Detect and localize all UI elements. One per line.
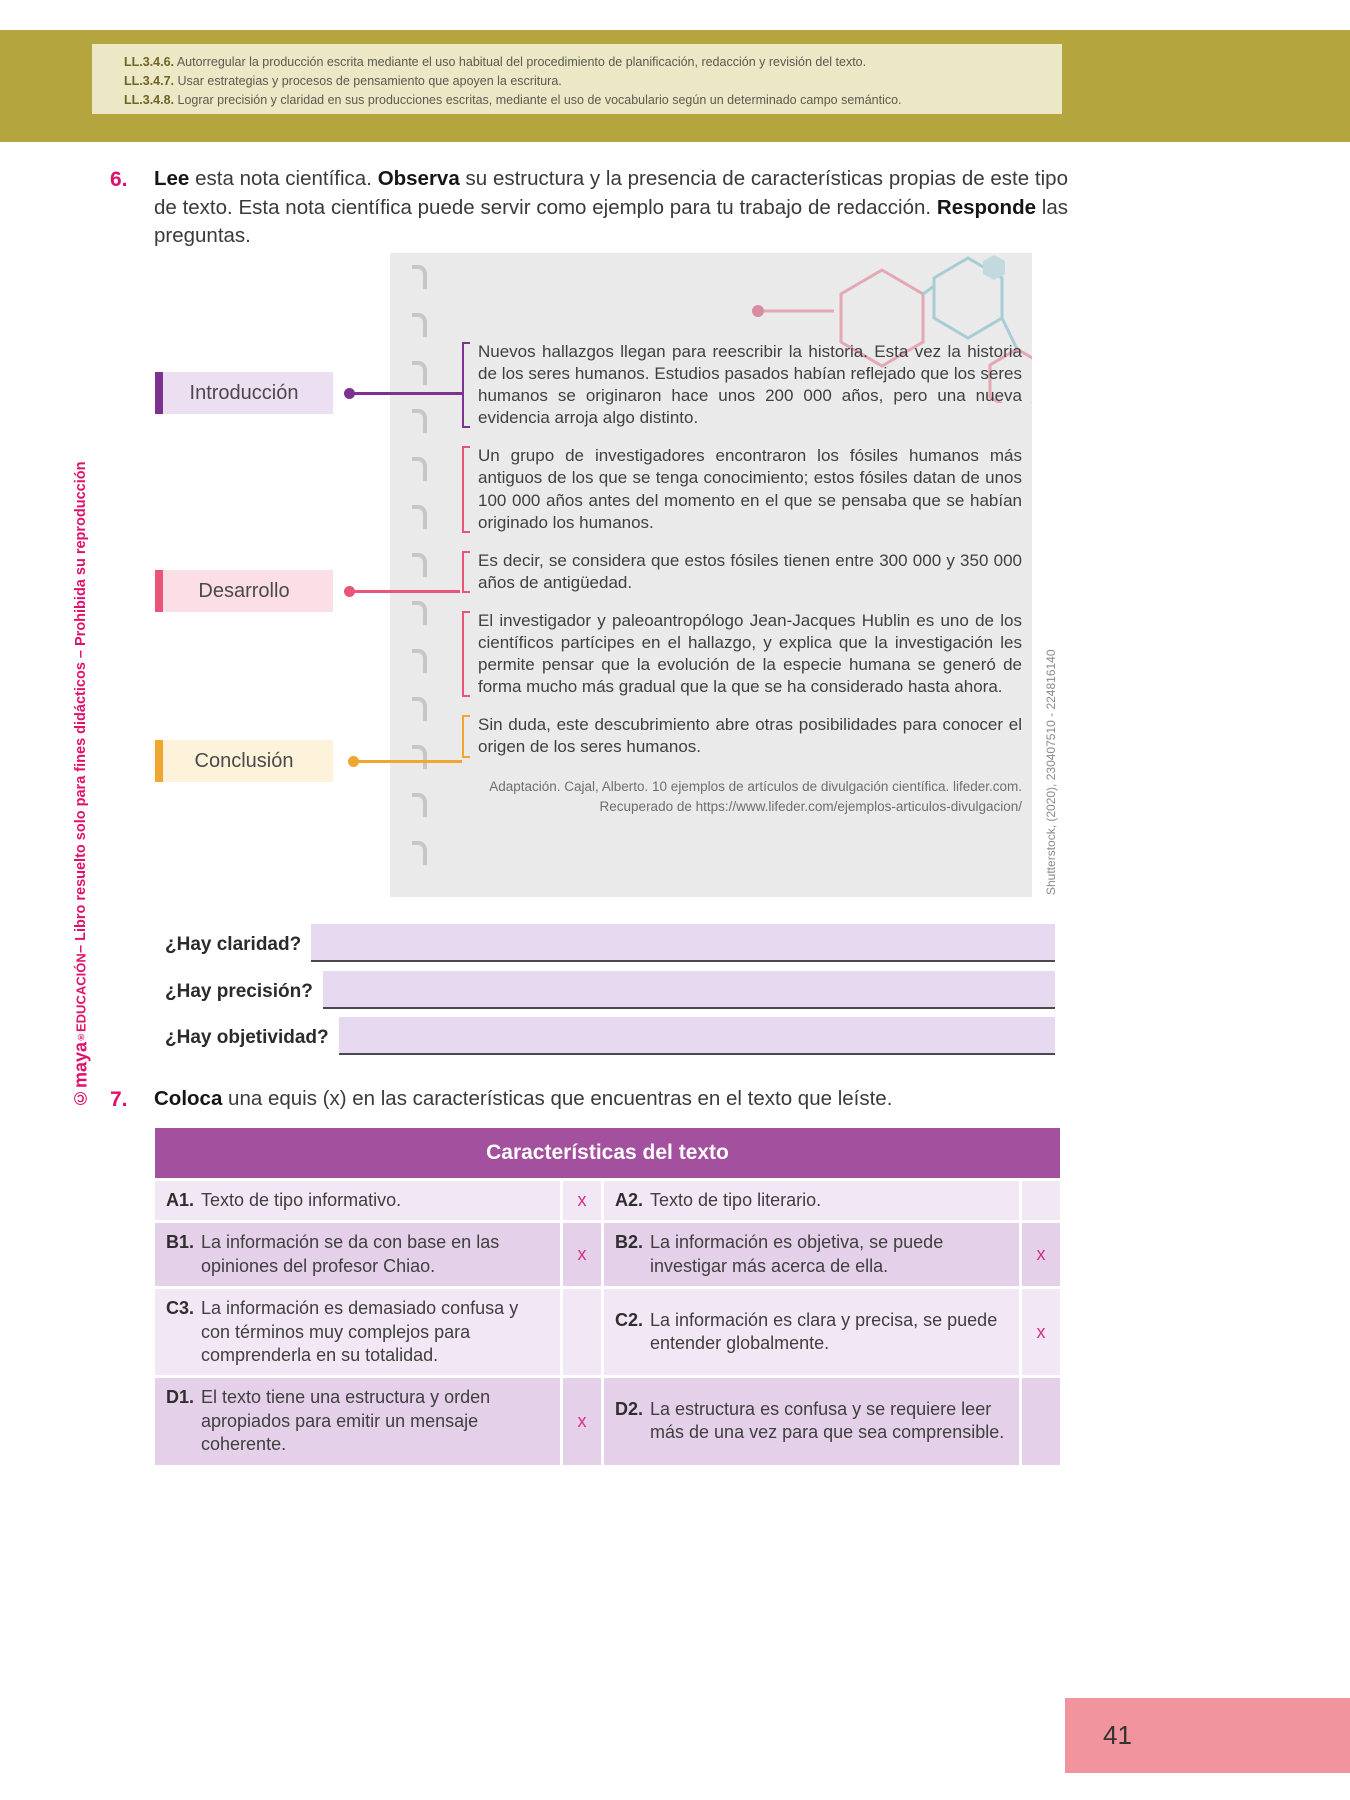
binding-ring-icon <box>412 361 427 385</box>
binding-ring-icon <box>412 505 427 529</box>
note-body <box>462 341 1022 817</box>
binding-ring-icon <box>412 457 427 481</box>
standard-text: Lograr precisión y claridad en sus producciones escritas, mediante el uso de vocabulario según un determinado campo semántico. <box>177 93 902 107</box>
cell-code: D2. <box>615 1399 644 1420</box>
cell-c2 <box>604 1289 1019 1375</box>
question-objetividad <box>165 1015 1055 1055</box>
binding-ring-icon <box>412 841 427 865</box>
cell-code: D1. <box>166 1387 195 1408</box>
question-label: ¿Hay claridad? <box>165 934 302 955</box>
exercise-number: 6. <box>110 168 128 191</box>
publisher-logo: ©maya <box>70 1042 91 1109</box>
objetividad-answer-field[interactable] <box>339 1017 1055 1055</box>
cell-d2 <box>604 1378 1019 1464</box>
cell-text: La información es demasiado confusa y con términos muy complejos para comprenderla en su totalidad. <box>201 1298 519 1365</box>
attribution-line-1: Adaptación. Cajal, Alberto. 10 ejemplos de artículos de divulgación científica. lifeder.com. <box>489 778 1022 794</box>
claridad-answer-field[interactable] <box>311 924 1055 962</box>
standard-line <box>124 72 1048 91</box>
question-label: ¿Hay objetividad? <box>165 1027 329 1048</box>
cell-text: La estructura es confusa y se requiere leer más de una vez para que sea comprensible. <box>650 1399 1005 1443</box>
connector-desarrollo <box>348 590 460 593</box>
development-paragraph-3: El investigador y paleoantropólogo Jean-Jacques Hublin es uno de los científicos partícipes en el hallazgo, y explica que la investigación les permite pensar que la evolución de la especie humana se generó de forma mucho más gradual que la que se ha considerado hasta ahora. <box>462 610 1022 698</box>
publisher-name: EDUCACIÓN <box>73 953 89 1033</box>
table-row <box>155 1181 1060 1220</box>
question-precision <box>165 969 1055 1009</box>
binding-ring-icon <box>412 553 427 577</box>
mark-cell-b2[interactable]: x <box>1022 1223 1060 1286</box>
connector-introduccion <box>348 392 464 395</box>
exercise-6 <box>110 165 1068 251</box>
binding-ring-icon <box>412 409 427 433</box>
binding-ring-icon <box>412 265 427 289</box>
standard-text: Autorregular la producción escrita mediante el uso habitual del procedimiento de planificación, redacción y revisión del texto. <box>176 55 867 69</box>
cell-code: A1. <box>166 1190 195 1210</box>
development-paragraph-2: Es decir, se considera que estos fósiles tienen entre 300 000 y 350 000 años de antigüedad. <box>462 550 1022 594</box>
standards-panel <box>92 44 1062 114</box>
binding-ring-icon <box>412 649 427 673</box>
cell-code: B2. <box>615 1232 644 1253</box>
label-conclusion: Conclusión <box>155 740 333 782</box>
exercise-instructions <box>154 1085 892 1114</box>
mark-cell-c3[interactable] <box>563 1289 601 1375</box>
connector-conclusion <box>352 760 462 763</box>
table-title: Características del texto <box>155 1128 1060 1178</box>
table-row <box>155 1289 1060 1375</box>
standard-code: LL.3.4.8. <box>124 93 175 107</box>
cell-text: La información se da con base en las opiniones del profesor Chiao. <box>201 1232 500 1276</box>
characteristics-table <box>155 1128 1060 1465</box>
question-claridad <box>165 922 1055 962</box>
binding-ring-icon <box>412 601 427 625</box>
cell-code: B1. <box>166 1232 195 1253</box>
exercise-7 <box>110 1085 1068 1114</box>
mark-cell-a1[interactable]: x <box>563 1181 601 1220</box>
stock-photo-credit: Shutterstock, (2020), 230407510 - 224816140 <box>1044 649 1058 895</box>
cell-c3 <box>155 1289 560 1375</box>
verb-lee: Lee <box>154 167 190 190</box>
standard-line <box>124 91 1048 110</box>
cell-text: La información es objetiva, se puede investigar más acerca de ella. <box>650 1232 944 1276</box>
copyright-notice: – Libro resuelto solo para fines didácticos – Prohibida su reproducción <box>73 461 89 954</box>
scientific-note-figure <box>390 253 1032 897</box>
attribution-line-2: Recuperado de https://www.lifeder.com/ejemplos-articulos-divulgacion/ <box>599 798 1022 814</box>
cell-text: Texto de tipo literario. <box>650 1190 822 1210</box>
standard-text: Usar estrategias y procesos de pensamiento que apoyen la escritura. <box>177 74 562 88</box>
question-label: ¿Hay precisión? <box>165 981 313 1002</box>
verb-coloca: Coloca <box>154 1087 223 1110</box>
label-desarrollo: Desarrollo <box>155 570 333 612</box>
cell-text: El texto tiene una estructura y orden apropiados para emitir un mensaje coherente. <box>201 1387 491 1455</box>
binding-ring-icon <box>412 793 427 817</box>
mark-cell-a2[interactable] <box>1022 1181 1060 1220</box>
cell-text: Texto de tipo informativo. <box>201 1190 402 1210</box>
cell-text: La información es clara y precisa, se puede entender globalmente. <box>650 1309 998 1354</box>
table-row <box>155 1223 1060 1286</box>
precision-answer-field[interactable] <box>323 971 1055 1009</box>
registered-mark: ® <box>76 1032 86 1043</box>
instruction-text: esta nota científica. <box>189 167 378 190</box>
spiral-binding <box>412 265 427 865</box>
cell-code: C3. <box>166 1298 195 1319</box>
copyright-sidebar <box>66 410 96 1160</box>
binding-ring-icon <box>412 697 427 721</box>
exercise-instructions <box>154 165 1068 251</box>
cell-b1 <box>155 1223 560 1286</box>
mark-cell-b1[interactable]: x <box>563 1223 601 1286</box>
cell-b2 <box>604 1223 1019 1286</box>
verb-responde: Responde <box>936 195 1036 219</box>
cell-d1 <box>155 1378 560 1464</box>
standards-banner <box>0 30 1350 142</box>
cell-code: A2. <box>615 1190 644 1210</box>
standard-code: LL.3.4.6. <box>124 55 175 69</box>
page-number-badge <box>1065 1698 1350 1773</box>
cell-code: C2. <box>615 1309 644 1330</box>
mark-cell-d1[interactable]: x <box>563 1378 601 1464</box>
cell-a1 <box>155 1181 560 1220</box>
binding-ring-icon <box>412 313 427 337</box>
label-introduccion: Introducción <box>155 372 333 414</box>
instruction-text: su estructura y la presencia de características propias de este tipo de texto. Esta nota científica puede servir como ejemplo para tu trabajo de redacción. <box>154 167 1068 219</box>
instruction-text: una equis (x) en las características que encuentras en el texto que leíste. <box>222 1087 893 1110</box>
binding-ring-icon <box>412 745 427 769</box>
mark-cell-c2[interactable]: x <box>1022 1289 1060 1375</box>
development-paragraph-1: Un grupo de investigadores encontraron los fósiles humanos más antiguos de los que se tenga conocimiento; estos fósiles datan de unos 100 000 años antes del momento en el que se pensaba que se habían originado los humanos. <box>462 445 1022 533</box>
table-row <box>155 1378 1060 1464</box>
instruction-text: las preguntas. <box>154 195 1068 248</box>
standard-code: LL.3.4.7. <box>124 74 175 88</box>
cell-a2 <box>604 1181 1019 1220</box>
page-number: 41 <box>1103 1720 1132 1750</box>
source-attribution <box>462 777 1022 818</box>
standard-line <box>124 53 1048 72</box>
exercise-number: 7. <box>110 1088 128 1111</box>
conclusion-paragraph: Sin duda, este descubrimiento abre otras posibilidades para conocer el origen de los seres humanos. <box>462 714 1022 758</box>
intro-paragraph: Nuevos hallazgos llegan para reescribir la historia. Esta vez la historia de los seres humanos. Estudios pasados habían reflejado que los seres humanos se originaron hace unos 200 000 años, pero una nueva evidencia arroja algo distinto. <box>462 341 1022 429</box>
mark-cell-d2[interactable] <box>1022 1378 1060 1464</box>
verb-observa: Observa <box>377 167 460 190</box>
